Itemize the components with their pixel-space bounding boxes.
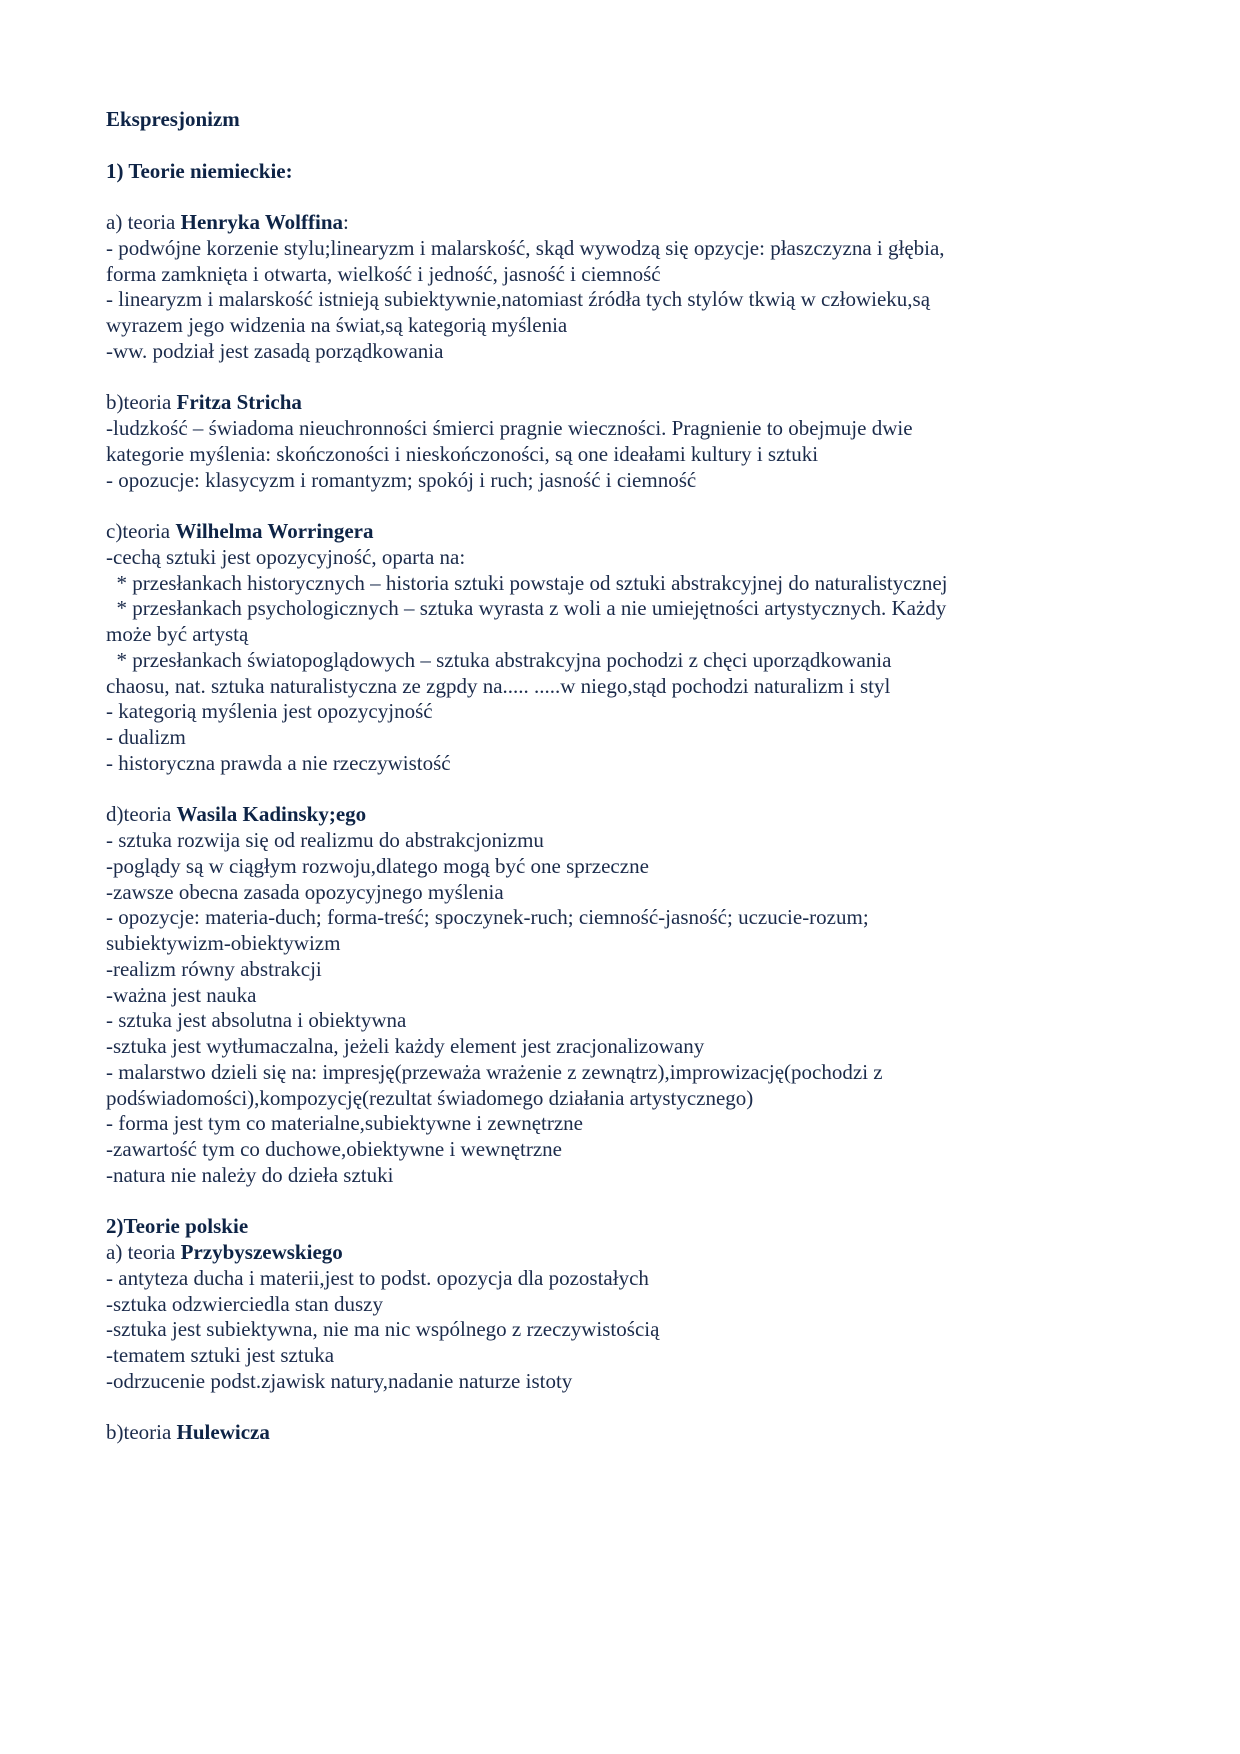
- text-segment: d)teoria: [106, 802, 177, 827]
- text-line: [106, 1266, 1146, 1292]
- text-line: [106, 648, 1146, 674]
- bold-text: Ekspresjonizm: [106, 107, 240, 131]
- text-segment: - opozycje: materia-duch; forma-treść; spoczynek-ruch; ciemność-jasność; uczucie-rozum;: [106, 905, 869, 930]
- text-segment: -cechą sztuki jest opozycyjność, oparta na:: [106, 544, 466, 569]
- text-segment: wyrazem jego widzenia na świat,są kategorią myślenia: [106, 313, 568, 337]
- text-segment: -tematem sztuki jest sztuka: [106, 1343, 335, 1367]
- text-line: [106, 957, 1146, 983]
- text-line: [106, 1240, 1146, 1266]
- text-segment: * przesłankach światopoglądowych – sztuka abstrakcyjna pochodzi z chęci uporządkowania: [106, 647, 892, 672]
- bold-text: 1) Teorie niemieckie:: [106, 158, 293, 183]
- text-segment: -ważna jest nauka: [106, 982, 257, 1007]
- text-line: [106, 854, 1146, 880]
- text-line: [106, 107, 1146, 133]
- text-line: [106, 596, 1146, 622]
- text-segment: chaosu, nat. sztuka naturalistyczna ze zgpdy na..... .....w niego,stąd pochodzi naturalizm i styl: [106, 673, 891, 698]
- text-line: [106, 519, 1146, 545]
- bold-text: Wasila Kadinsky;ego: [176, 802, 367, 827]
- text-line: [106, 622, 1146, 648]
- text-line: [106, 416, 1146, 442]
- text-line: [106, 751, 1146, 777]
- text-segment: -ww. podział jest zasadą porządkowania: [106, 338, 444, 363]
- text-line: [106, 159, 1146, 185]
- text-segment: - sztuka rozwija się od realizmu do abstrakcjonizmu: [106, 828, 544, 852]
- text-segment: - antyteza ducha i materii,jest to podst. opozycja dla pozostałych: [106, 1265, 649, 1290]
- text-segment: -sztuka odzwierciedla stan duszy: [106, 1291, 383, 1316]
- text-line: [106, 1137, 1146, 1163]
- text-line: [106, 1111, 1146, 1137]
- bold-text: Wilhelma Worringera: [175, 519, 374, 543]
- document-page: [106, 107, 1146, 1446]
- text-line: [106, 468, 1146, 494]
- text-segment: -ludzkość – świadoma nieuchronności śmierci pragnie wieczności. Pragnienie to obejmuje dwie: [106, 416, 913, 440]
- text-line: [106, 725, 1146, 751]
- text-line: [106, 1034, 1146, 1060]
- text-line: [106, 699, 1146, 725]
- text-line: [106, 931, 1146, 957]
- text-segment: subiektywizm-obiektywizm: [106, 931, 341, 955]
- text-segment: - kategorią myślenia jest opozycyjność: [106, 699, 433, 724]
- bold-text: 2)Teorie polskie: [106, 1214, 249, 1239]
- text-segment: -sztuka jest subiektywna, nie ma nic wspólnego z rzeczywistością: [106, 1317, 660, 1342]
- text-line: [106, 905, 1146, 931]
- text-segment: kategorie myślenia: skończoności i nieskończoności, są one ideałami kultury i sztuki: [106, 441, 819, 466]
- text-segment: -poglądy są w ciągłym rozwoju,dlatego mogą być one sprzeczne: [106, 853, 649, 878]
- text-segment: - opozucje: klasycyzm i romantyzm; spokój i ruch; jasność i ciemność: [106, 467, 697, 492]
- text-segment: - historyczna prawda a nie rzeczywistość: [106, 750, 451, 775]
- text-line: [106, 802, 1146, 828]
- text-segment: - linearyzm i malarskość istnieją subiektywnie,natomiast źródła tych stylów tkwią w człowieku,są: [106, 287, 931, 312]
- bold-text: Henryka Wolffina: [180, 210, 344, 234]
- text-line: [106, 1214, 1146, 1240]
- text-segment: b)teoria: [106, 1420, 177, 1445]
- text-segment: - forma jest tym co materialne,subiektywne i zewnętrzne: [106, 1111, 583, 1136]
- text-line: [106, 674, 1146, 700]
- text-line: [106, 983, 1146, 1009]
- text-line: [106, 339, 1146, 365]
- text-segment: - podwójne korzenie stylu;linearyzm i malarskość, skąd wywodzą się opzycje: płaszczyzna i głębia,: [106, 235, 945, 260]
- text-line: [106, 1060, 1146, 1086]
- text-segment: - malarstwo dzieli się na: impresję(przeważa wrażenie z zewnątrz),improwizację(pochodzi z: [106, 1059, 883, 1084]
- blank-line: [106, 133, 1146, 159]
- text-segment: -realizm równy abstrakcji: [106, 956, 322, 981]
- text-line: [106, 390, 1146, 416]
- bold-text: Hulewicza: [176, 1420, 270, 1445]
- text-line: [106, 828, 1146, 854]
- text-segment: a) teoria: [106, 1240, 181, 1264]
- text-segment: -zawsze obecna zasada opozycyjnego myślenia: [106, 879, 504, 904]
- text-segment: -sztuka jest wytłumaczalna, jeżeli każdy element jest zracjonalizowany: [106, 1034, 705, 1058]
- text-segment: :: [343, 210, 349, 234]
- text-line: [106, 1343, 1146, 1369]
- text-line: [106, 1317, 1146, 1343]
- blank-line: [106, 777, 1146, 803]
- text-line: [106, 880, 1146, 906]
- text-segment: a) teoria: [106, 210, 181, 234]
- text-line: [106, 287, 1146, 313]
- text-segment: * przesłankach historycznych – historia sztuki powstaje od sztuki abstrakcyjnej do naturalistycznej: [106, 570, 948, 595]
- text-line: [106, 1292, 1146, 1318]
- text-line: [106, 313, 1146, 339]
- blank-line: [106, 493, 1146, 519]
- text-line: [106, 236, 1146, 262]
- blank-line: [106, 1395, 1146, 1421]
- text-line: [106, 210, 1146, 236]
- text-line: [106, 262, 1146, 288]
- text-segment: może być artystą: [106, 622, 249, 646]
- text-line: [106, 545, 1146, 571]
- text-line: [106, 1369, 1146, 1395]
- text-segment: forma zamknięta i otwarta, wielkość i jedność, jasność i ciemność: [106, 261, 661, 286]
- blank-line: [106, 365, 1146, 391]
- text-segment: -zawartość tym co duchowe,obiektywne i wewnętrzne: [106, 1137, 562, 1161]
- text-segment: * przesłankach psychologicznych – sztuka wyrasta z woli a nie umiejętności artystycznych. Każdy: [106, 596, 947, 621]
- bold-text: Przybyszewskiego: [180, 1240, 343, 1264]
- text-segment: -natura nie należy do dzieła sztuki: [106, 1162, 394, 1187]
- text-line: [106, 571, 1146, 597]
- blank-line: [106, 1189, 1146, 1215]
- bold-text: Fritza Stricha: [176, 390, 302, 415]
- text-line: [106, 1420, 1146, 1446]
- text-segment: podświadomości),kompozycję(rezultat świadomego działania artystycznego): [106, 1085, 754, 1110]
- text-segment: b)teoria: [106, 390, 177, 415]
- text-line: [106, 442, 1146, 468]
- text-segment: c)teoria: [106, 519, 176, 543]
- text-segment: - sztuka jest absolutna i obiektywna: [106, 1008, 407, 1033]
- blank-line: [106, 184, 1146, 210]
- text-line: [106, 1163, 1146, 1189]
- text-line: [106, 1086, 1146, 1112]
- text-line: [106, 1008, 1146, 1034]
- text-segment: - dualizm: [106, 725, 186, 749]
- text-segment: -odrzucenie podst.zjawisk natury,nadanie naturze istoty: [106, 1368, 573, 1393]
